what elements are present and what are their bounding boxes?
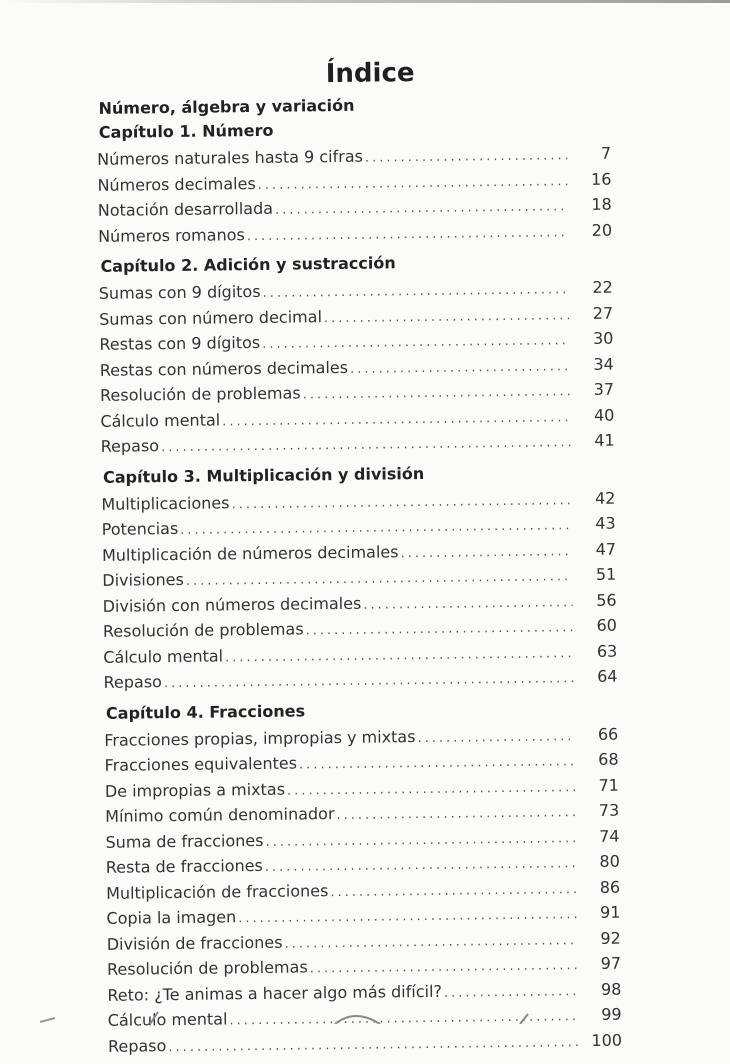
toc-entry-label: Repaso: [103, 672, 163, 692]
dot-leader: [222, 406, 570, 434]
toc-entry: [98, 218, 612, 250]
dot-leader: [265, 852, 576, 879]
toc-entry-page: 91: [599, 902, 621, 922]
toc-entry-label: Reto: ¿Te animas a hacer algo más difícil?: [107, 981, 443, 1005]
chapter-block: [91, 116, 613, 250]
dot-leader: [265, 827, 575, 854]
toc-entry-label: Resolución de problemas: [106, 957, 308, 979]
toc-entry-label: Fracciones propias, impropias y mixtas: [104, 726, 416, 750]
toc-entry-page: 7: [600, 143, 612, 163]
toc-entry-page: 18: [591, 194, 612, 214]
dot-leader: [238, 903, 576, 931]
dot-leader: [305, 616, 573, 643]
dot-leader: [350, 355, 570, 381]
toc-entry-page: 51: [595, 564, 617, 584]
toc-entry-page: 56: [596, 590, 617, 610]
dot-leader: [310, 954, 578, 981]
scan-edge-line: [0, 0, 730, 3]
toc-entry-page: 34: [593, 354, 614, 374]
toc-entry-label: División con números decimales: [102, 593, 362, 616]
dot-leader: [400, 540, 572, 566]
dot-leader: [444, 980, 578, 1005]
toc-entry-label: Suma de fracciones: [105, 830, 264, 852]
chapter-list: [91, 116, 622, 1060]
toc-entry-label: De impropias a mixtas: [104, 779, 286, 801]
toc-entry-page: 66: [597, 724, 619, 744]
toc-entry-label: Sumas con número decimal: [99, 306, 323, 329]
dot-leader: [231, 489, 571, 517]
toc-entry-page: 74: [599, 826, 620, 846]
toc-entry-page: 43: [595, 513, 616, 533]
dot-leader: [225, 642, 573, 670]
toc-entry-label: Cálculo mental: [103, 645, 224, 667]
dot-leader: [336, 801, 575, 827]
dot-leader: [330, 878, 576, 905]
toc-entry-label: Repaso: [107, 1035, 167, 1056]
dot-leader: [417, 725, 574, 750]
toc-entry-page: 41: [594, 430, 615, 450]
dot-leader: [168, 1031, 578, 1060]
toc-entry-label: Cálculo mental: [107, 1009, 228, 1030]
table-of-contents: [90, 56, 622, 1064]
toc-entry-page: 71: [598, 775, 619, 795]
toc-entry-label: Resta de fracciones: [105, 855, 263, 877]
toc-entry-label: Números naturales hasta 9 cifras: [97, 146, 364, 169]
chapter-title: Capítulo 4. Fracciones: [105, 700, 306, 723]
toc-entry-page: 47: [595, 539, 617, 559]
chapter-title: Capítulo 3. Multiplicación y división: [102, 463, 425, 487]
toc-entry-label: Resolución de problemas: [99, 383, 301, 405]
dot-leader: [303, 380, 571, 407]
toc-entry-page: 97: [600, 953, 622, 973]
toc-entry-page: 86: [599, 877, 621, 897]
toc-entry-page: 30: [592, 328, 614, 348]
toc-entry-page: 80: [599, 851, 620, 871]
dot-leader: [262, 329, 569, 356]
toc-entry-label: División de fracciones: [106, 932, 283, 954]
chapter-title: Capítulo 1. Número: [98, 120, 274, 142]
toc-entry-label: Resolución de problemas: [102, 619, 304, 641]
toc-entry-page: 37: [593, 379, 615, 399]
toc-entry-label: Fracciones equivalentes: [104, 753, 298, 775]
dot-leader: [287, 776, 575, 803]
toc-entry-label: Notación desarrollada: [97, 198, 274, 220]
dot-leader: [186, 565, 573, 593]
toc-entry-label: Copia la imagen: [106, 907, 237, 928]
toc-entry-page: 68: [598, 749, 619, 769]
dot-leader: [262, 278, 568, 305]
dot-leader: [365, 144, 568, 170]
page-bottom-marks: [0, 1008, 730, 1024]
dot-leader: [180, 514, 572, 542]
toc-entry-page: 27: [592, 303, 614, 323]
toc-entry-label: Repaso: [100, 436, 160, 456]
section-heading: Número, álgebra y variación: [98, 95, 355, 118]
toc-entry-page: 16: [590, 169, 612, 189]
dot-leader: [161, 431, 571, 460]
toc-entry-label: Multiplicación de fracciones: [106, 880, 329, 903]
toc-entry-label: Cálculo mental: [100, 409, 221, 431]
chapter-title: Capítulo 2. Adición y sustracción: [100, 253, 396, 276]
toc-entry-page: 40: [593, 405, 615, 425]
dot-leader: [363, 591, 573, 617]
toc-entry: [101, 429, 615, 461]
dot-leader: [164, 667, 574, 696]
toc-entry-page: 100: [591, 1030, 623, 1050]
toc-entry-label: Números decimales: [97, 173, 256, 195]
dot-leader: [275, 195, 568, 222]
dot-leader: [324, 304, 569, 330]
toc-entry-page: 92: [600, 928, 621, 948]
chapter-block: [95, 460, 618, 696]
toc-entry-page: 60: [596, 615, 618, 635]
toc-entry-label: Potencias: [101, 518, 179, 539]
toc-entry-page: 99: [601, 1004, 622, 1024]
toc-entry-page: 98: [600, 979, 622, 999]
toc-entry-page: 63: [596, 641, 618, 661]
toc-entry-page: 73: [598, 800, 620, 820]
page-title: Índice: [325, 58, 415, 90]
toc-entry-page: 20: [591, 220, 613, 240]
toc-entry-label: Números romanos: [98, 224, 245, 246]
toc-entry: [108, 1028, 622, 1060]
dot-leader: [247, 221, 569, 248]
toc-entry-label: Sumas con 9 dígitos: [98, 281, 261, 303]
toc-entry-page: 42: [594, 488, 616, 508]
toc-entry-label: Multiplicaciones: [101, 492, 230, 514]
toc-entry-page: 22: [592, 277, 613, 297]
toc-entry-label: Restas con 9 dígitos: [99, 332, 261, 354]
chapter-block: [98, 696, 622, 1060]
toc-entry-page: 64: [597, 666, 618, 686]
toc-entry: [103, 665, 617, 697]
dot-leader: [258, 170, 568, 197]
toc-entry-label: Restas con números decimales: [99, 357, 349, 380]
toc-entry-label: Divisiones: [102, 569, 185, 590]
toc-entry-label: Multiplicación de números decimales: [101, 541, 399, 565]
dot-leader: [284, 929, 577, 956]
dot-leader: [299, 750, 575, 777]
toc-entry-label: Mínimo común denominador: [105, 804, 335, 826]
chapter-block: [92, 250, 614, 461]
